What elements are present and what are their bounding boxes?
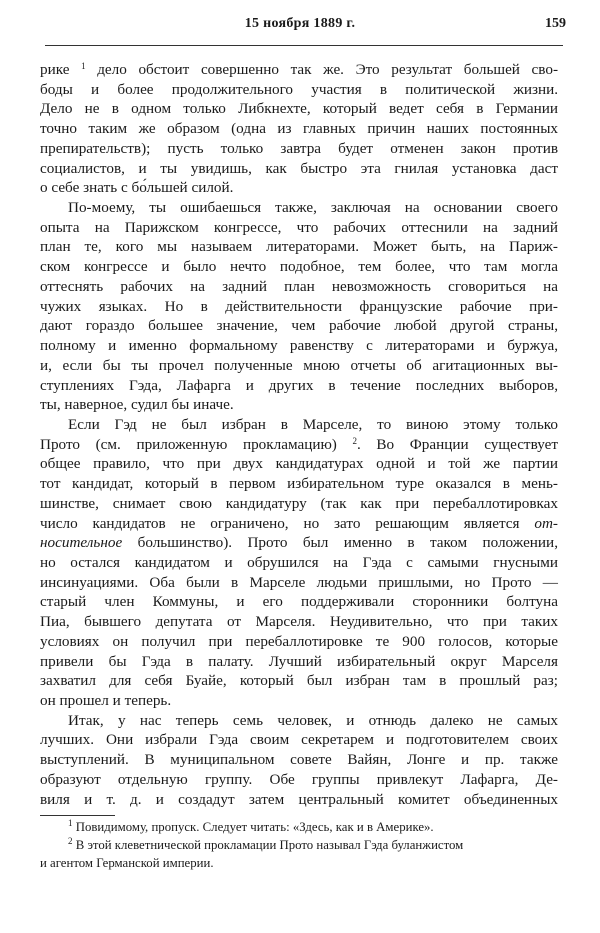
text-segment: тот кандидат, который в первом избирательном туре оказался в мень- xyxy=(40,475,558,493)
text-segment: Дело не в одном только Либкнехте, который ведет себя в Германии xyxy=(40,100,558,118)
italic-text: носительное xyxy=(40,534,123,552)
text-segment: выступлений. В муниципальном совете Вайян, Лонге и пр. также xyxy=(40,751,558,769)
footnote-line xyxy=(40,854,558,872)
text-line xyxy=(40,119,558,139)
footnote-number: 1 xyxy=(68,818,73,828)
text-segment: большинство). Прото был именно в таком положении, xyxy=(122,534,558,552)
text-line xyxy=(40,553,558,573)
body-text xyxy=(40,60,558,809)
text-line xyxy=(40,711,558,731)
footnote-marker: 1 xyxy=(81,61,86,71)
text-line xyxy=(40,139,558,159)
footnote-text: В этой клеветнической прокламации Прото называл Гэда буланжистом xyxy=(75,838,464,852)
text-line xyxy=(40,474,558,494)
text-line xyxy=(40,691,558,711)
text-line xyxy=(40,750,558,770)
text-line xyxy=(40,632,558,652)
paragraph xyxy=(40,711,558,810)
footnote-text: и агентом Германской империи. xyxy=(40,856,214,870)
footnote-line xyxy=(40,836,558,854)
footnote-number: 2 xyxy=(68,836,73,846)
text-segment: план те, кого мы называем литераторами. Может быть, на Париж- xyxy=(40,238,558,256)
text-line xyxy=(40,770,558,790)
text-line xyxy=(40,652,558,672)
text-line xyxy=(40,277,558,297)
text-segment: точно таким же образом (одна из главных причин наших постоянных xyxy=(40,120,558,138)
text-line xyxy=(40,533,558,553)
text-line xyxy=(40,99,558,119)
text-line xyxy=(40,435,558,455)
text-line xyxy=(40,454,558,474)
text-segment: образуют отдельную группу. Обе группы привлекут Лафарга, Де- xyxy=(40,770,558,788)
text-segment: По-моему, ты ошибаешься также, заключая на основании своего xyxy=(68,199,558,217)
page-number: 159 xyxy=(545,16,566,31)
text-segment: и, если бы ты прочел полученные мною отчеты об агитационных вы- xyxy=(40,356,558,374)
text-line xyxy=(40,316,558,336)
text-segment: Если Гэд не был избран в Марселе, то виною этому только xyxy=(68,415,558,433)
text-segment: чужих языках. Но в действительности французские рабочие при- xyxy=(40,297,558,315)
footnotes xyxy=(40,818,558,872)
text-line xyxy=(40,573,558,593)
text-line xyxy=(40,790,558,810)
text-segment: шинстве, снимает свою кандидатуру (так как при перебаллотировках xyxy=(40,494,558,512)
text-line xyxy=(40,356,558,376)
text-segment: ском конгрессе и было нечто подобное, тем более, что там могла xyxy=(40,258,558,276)
italic-text: от- xyxy=(534,514,558,532)
text-line xyxy=(40,159,558,179)
text-segment: ты, наверное, судил бы иначе. xyxy=(40,396,234,414)
text-segment: ступлениях Гэда, Лафарга и других в течение последних выборов, xyxy=(40,376,558,394)
text-segment: он прошел и теперь. xyxy=(40,692,172,709)
text-segment: условиях он получил при перебаллотировке те 900 голосов, которые xyxy=(40,632,558,650)
text-segment: виля и т. д. и создадут затем центральный комитет объединенных xyxy=(40,790,558,808)
text-line xyxy=(40,198,558,218)
footnote-line xyxy=(40,818,558,836)
text-segment: лучших. Они избрали Гэда своим секретарем и подготовителем своих xyxy=(40,731,558,749)
text-segment: рике xyxy=(40,61,82,78)
footnote-text: Повидимому, пропуск. Следует читать: «Здесь, как и в Америке». xyxy=(75,820,434,834)
paragraph xyxy=(40,60,558,198)
text-line xyxy=(40,592,558,612)
text-line xyxy=(40,376,558,396)
text-line xyxy=(40,178,558,198)
paragraph xyxy=(40,198,558,415)
paragraph xyxy=(40,415,558,711)
text-line xyxy=(40,257,558,277)
text-segment: захватил для себя Буайе, который был избран там в прошлый раз; xyxy=(40,672,558,690)
text-segment: число кандидатов не ограничено, но зато решающим является xyxy=(40,514,535,532)
text-segment: дело обстоит совершенно так же. Это результат большей сво- xyxy=(85,61,559,78)
text-line xyxy=(40,612,558,632)
text-line xyxy=(40,237,558,257)
text-segment: но остался кандидатом и обрушился на Гэда с самыми гнусными xyxy=(40,553,558,571)
running-head-date: 15 ноября 1889 г. xyxy=(244,16,356,31)
text-segment: Пиа, бывшего депутата от Марселя. Неудивительно, что при таких xyxy=(40,613,558,631)
text-segment: Итак, у нас теперь семь человек, и отнюдь далеко не самых xyxy=(68,711,558,729)
text-segment: боды и более продолжительного участия в политической жизни. xyxy=(40,80,558,98)
text-segment: старый член Коммуны, и его поддерживали сторонники болтуна xyxy=(40,593,558,611)
footnote-marker: 2 xyxy=(352,435,357,446)
text-segment: опыта на Парижском конгрессе, что рабочих оттеснили на задний xyxy=(40,218,558,236)
header-rule xyxy=(45,45,563,46)
text-line xyxy=(40,60,558,80)
text-line xyxy=(40,494,558,514)
text-segment: Прото (см. приложенную прокламацию) xyxy=(40,435,353,453)
footnote-rule xyxy=(40,815,115,816)
text-line xyxy=(40,336,558,356)
text-segment: инсинуациями. Оба были в Марселе людьми пришлыми, но Прото — xyxy=(40,573,558,591)
text-line xyxy=(40,218,558,238)
text-segment: дают гораздо большее значение, чем рабочие любой другой страны, xyxy=(40,317,558,335)
text-line xyxy=(40,395,558,415)
text-segment: . Во Франции существует xyxy=(357,435,558,453)
text-segment: о себе знать с бо́льшей силой. xyxy=(40,179,234,197)
text-segment: оттеснять рабочих на задний план невозможность сговориться на xyxy=(40,277,558,295)
text-segment: полному и именно формальному равенству с литераторами и буржуа, xyxy=(40,337,558,355)
text-line xyxy=(40,671,558,691)
text-segment: социалистов, и ты увидишь, как быстро эта гнилая установка даст xyxy=(40,159,558,177)
text-segment: общее правило, что при двух кандидатурах одной и той же партии xyxy=(40,455,558,473)
text-line xyxy=(40,415,558,435)
text-line xyxy=(40,730,558,750)
text-line xyxy=(40,297,558,317)
text-line xyxy=(40,80,558,100)
text-segment: привели бы Гэда в палату. Лучший избирательный округ Марселя xyxy=(40,652,558,670)
text-segment: препирательств); пусть только завтра будет отменен закон против xyxy=(40,139,558,157)
text-line xyxy=(40,514,558,534)
